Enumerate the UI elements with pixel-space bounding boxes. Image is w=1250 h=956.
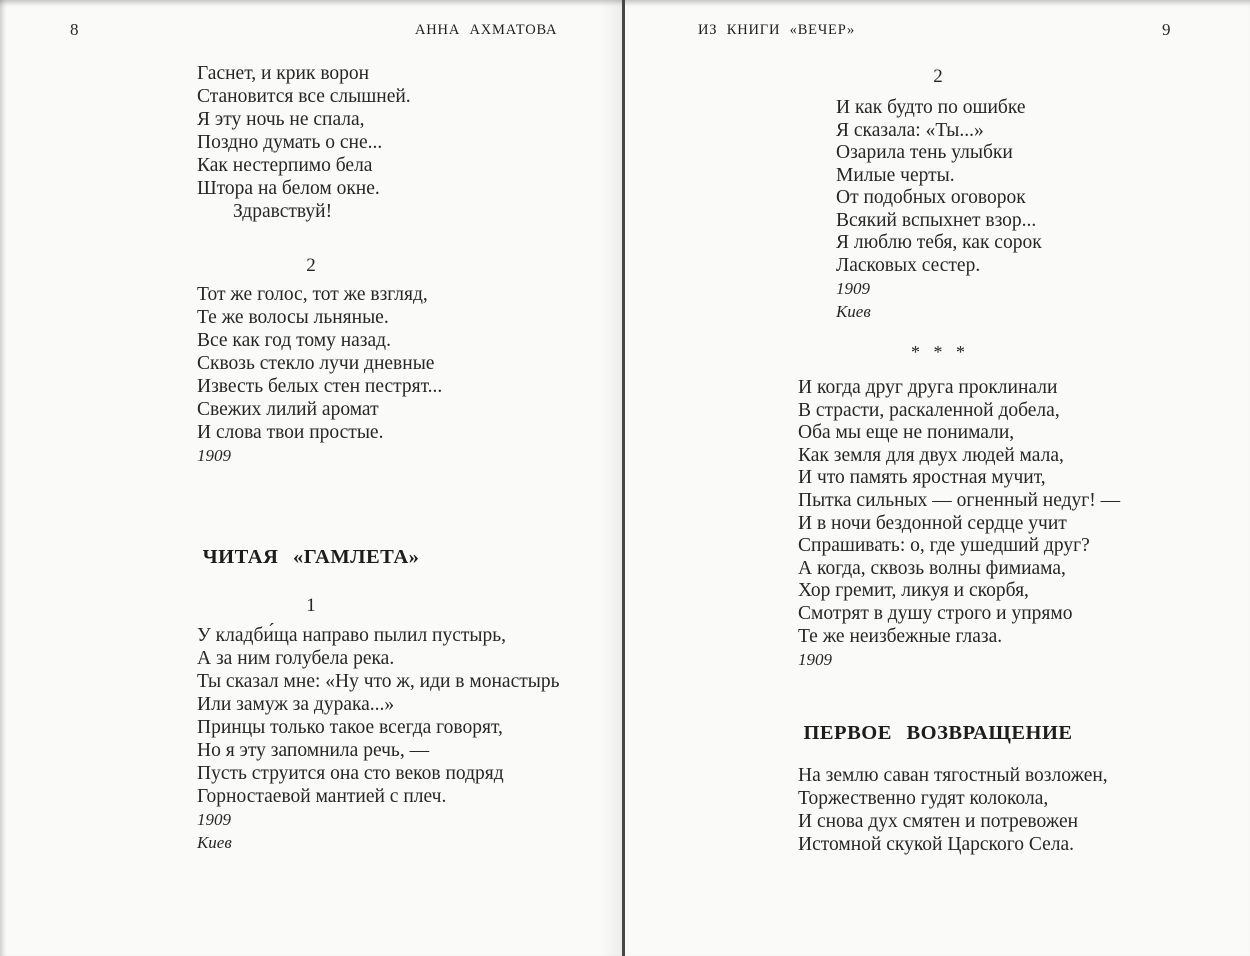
poem-line: Всякий вспыхнет взор... (836, 209, 1037, 231)
poem-line: И что память яростная мучит, (798, 467, 1046, 489)
stanza-part2 (197, 283, 442, 468)
poem-line: И снова дух смятен и потревожен (798, 811, 1079, 832)
poem-line: Истомной скукой Царского Села. (798, 834, 1075, 855)
poem-line: Пусть струится она сто веков подряд (197, 763, 504, 784)
poem-line: Как земля для двух людей мала, (798, 444, 1064, 466)
section-number: 2 (306, 255, 316, 276)
poem-line: Или замуж за дурака...» (197, 694, 395, 715)
poem-line: И когда друг друга проклинали (798, 377, 1058, 398)
poem-line: У кладби́ща направо пылил пустырь, (197, 625, 507, 646)
poem-date: 1909 (836, 279, 870, 298)
poem-line: И в ночи бездонной сердце учит (798, 512, 1067, 534)
poem-line: От подобных оговорок (836, 187, 1026, 208)
poem-line: Оба мы еще не понимали, (798, 422, 1015, 444)
stanza-final (798, 764, 1108, 856)
poem-title: ПЕРВОЕ ВОЗВРАЩЕНИЕ (803, 722, 1073, 744)
poem-line: Становится все слышней. (197, 86, 411, 107)
poem-line: В страсти, раскаленной добела, (798, 399, 1060, 421)
poem-line: И слова твои простые. (197, 422, 384, 443)
poem-date: 1909 (197, 810, 231, 829)
poem-line: Тот же голос, тот же взгляд, (197, 284, 428, 305)
poem-line: Ты сказал мне: «Ну что ж, иди в монастырь (197, 671, 560, 692)
poem-place: Киев (197, 832, 232, 852)
poem-line: Я сказала: «Ты...» (836, 119, 984, 141)
running-head-left: АННА АХМАТОВА (415, 22, 558, 38)
poem-line: Те же волосы льняные. (197, 307, 389, 328)
section-number: 1 (306, 595, 316, 616)
poem-line: На землю саван тягостный возложен, (798, 765, 1108, 786)
poem-line: Милые черты. (836, 164, 955, 186)
poem-line: Но я эту запомнила речь, — (197, 740, 430, 761)
section-number: 2 (933, 66, 943, 87)
poem-line: Озарила тень улыбки (836, 142, 1013, 163)
poem-line: Пытка сильных — огненный недуг! — (798, 489, 1121, 511)
poem-line: Я люблю тебя, как сорок (836, 232, 1042, 253)
page-left (0, 0, 622, 956)
poem-line: Те же неизбежные глаза. (798, 625, 1003, 647)
poem-line: А когда, сквозь волны фимиама, (798, 557, 1066, 579)
poem-line: Штора на белом окне. (197, 178, 380, 199)
poem-line: Сквозь стекло лучи дневные (197, 353, 435, 374)
poem-line: Хор гремит, ликуя и скорбя, (798, 580, 1029, 602)
asterisk-separator: * * * (911, 342, 965, 362)
poem-line: Поздно думать о сне... (197, 132, 383, 153)
page-number-right: 9 (1162, 20, 1171, 39)
poem-line: А за ним голубела река. (197, 648, 395, 669)
poem-date: 1909 (197, 446, 231, 465)
poem-line: Смотрят в душу строго и упрямо (798, 602, 1073, 624)
stanza-untitled (798, 377, 1120, 672)
poem-line: Здравствуй! (233, 201, 333, 222)
poem-line: Как нестерпимо бела (197, 155, 373, 176)
stanza-part1 (197, 624, 560, 854)
page-right (626, 0, 1250, 956)
poem-line: Я эту ночь не спала, (197, 109, 365, 130)
poem-line: И как будто по ошибке (836, 97, 1026, 118)
poem-date: 1909 (798, 650, 832, 670)
poem-line: Горностаевой мантией с плеч. (197, 786, 447, 807)
running-head-right: ИЗ КНИГИ «ВЕЧЕР» (698, 22, 855, 38)
stanza-right-part2 (836, 97, 1042, 323)
poem-title: ЧИТАЯ «ГАМЛЕТА» (202, 546, 420, 568)
page-number-left: 8 (70, 20, 79, 39)
poem-line: Свежих лилий аромат (197, 399, 379, 420)
poem-line: Все как год тому назад. (197, 330, 391, 351)
poem-line: Гаснет, и крик ворон (197, 63, 370, 84)
poem-line: Спрашивать: о, где ушедший друг? (798, 535, 1090, 557)
poem-line: Торжественно гудят колокола, (798, 788, 1049, 809)
poem-line: Принцы только такое всегда говорят, (197, 717, 503, 738)
poem-line: Известь белых стен пестрят... (197, 376, 443, 397)
stanza-continuation (197, 62, 411, 223)
page-spine-divider (622, 0, 625, 956)
poem-line: Ласковых сестер. (836, 254, 981, 276)
poem-place: Киев (836, 301, 871, 321)
